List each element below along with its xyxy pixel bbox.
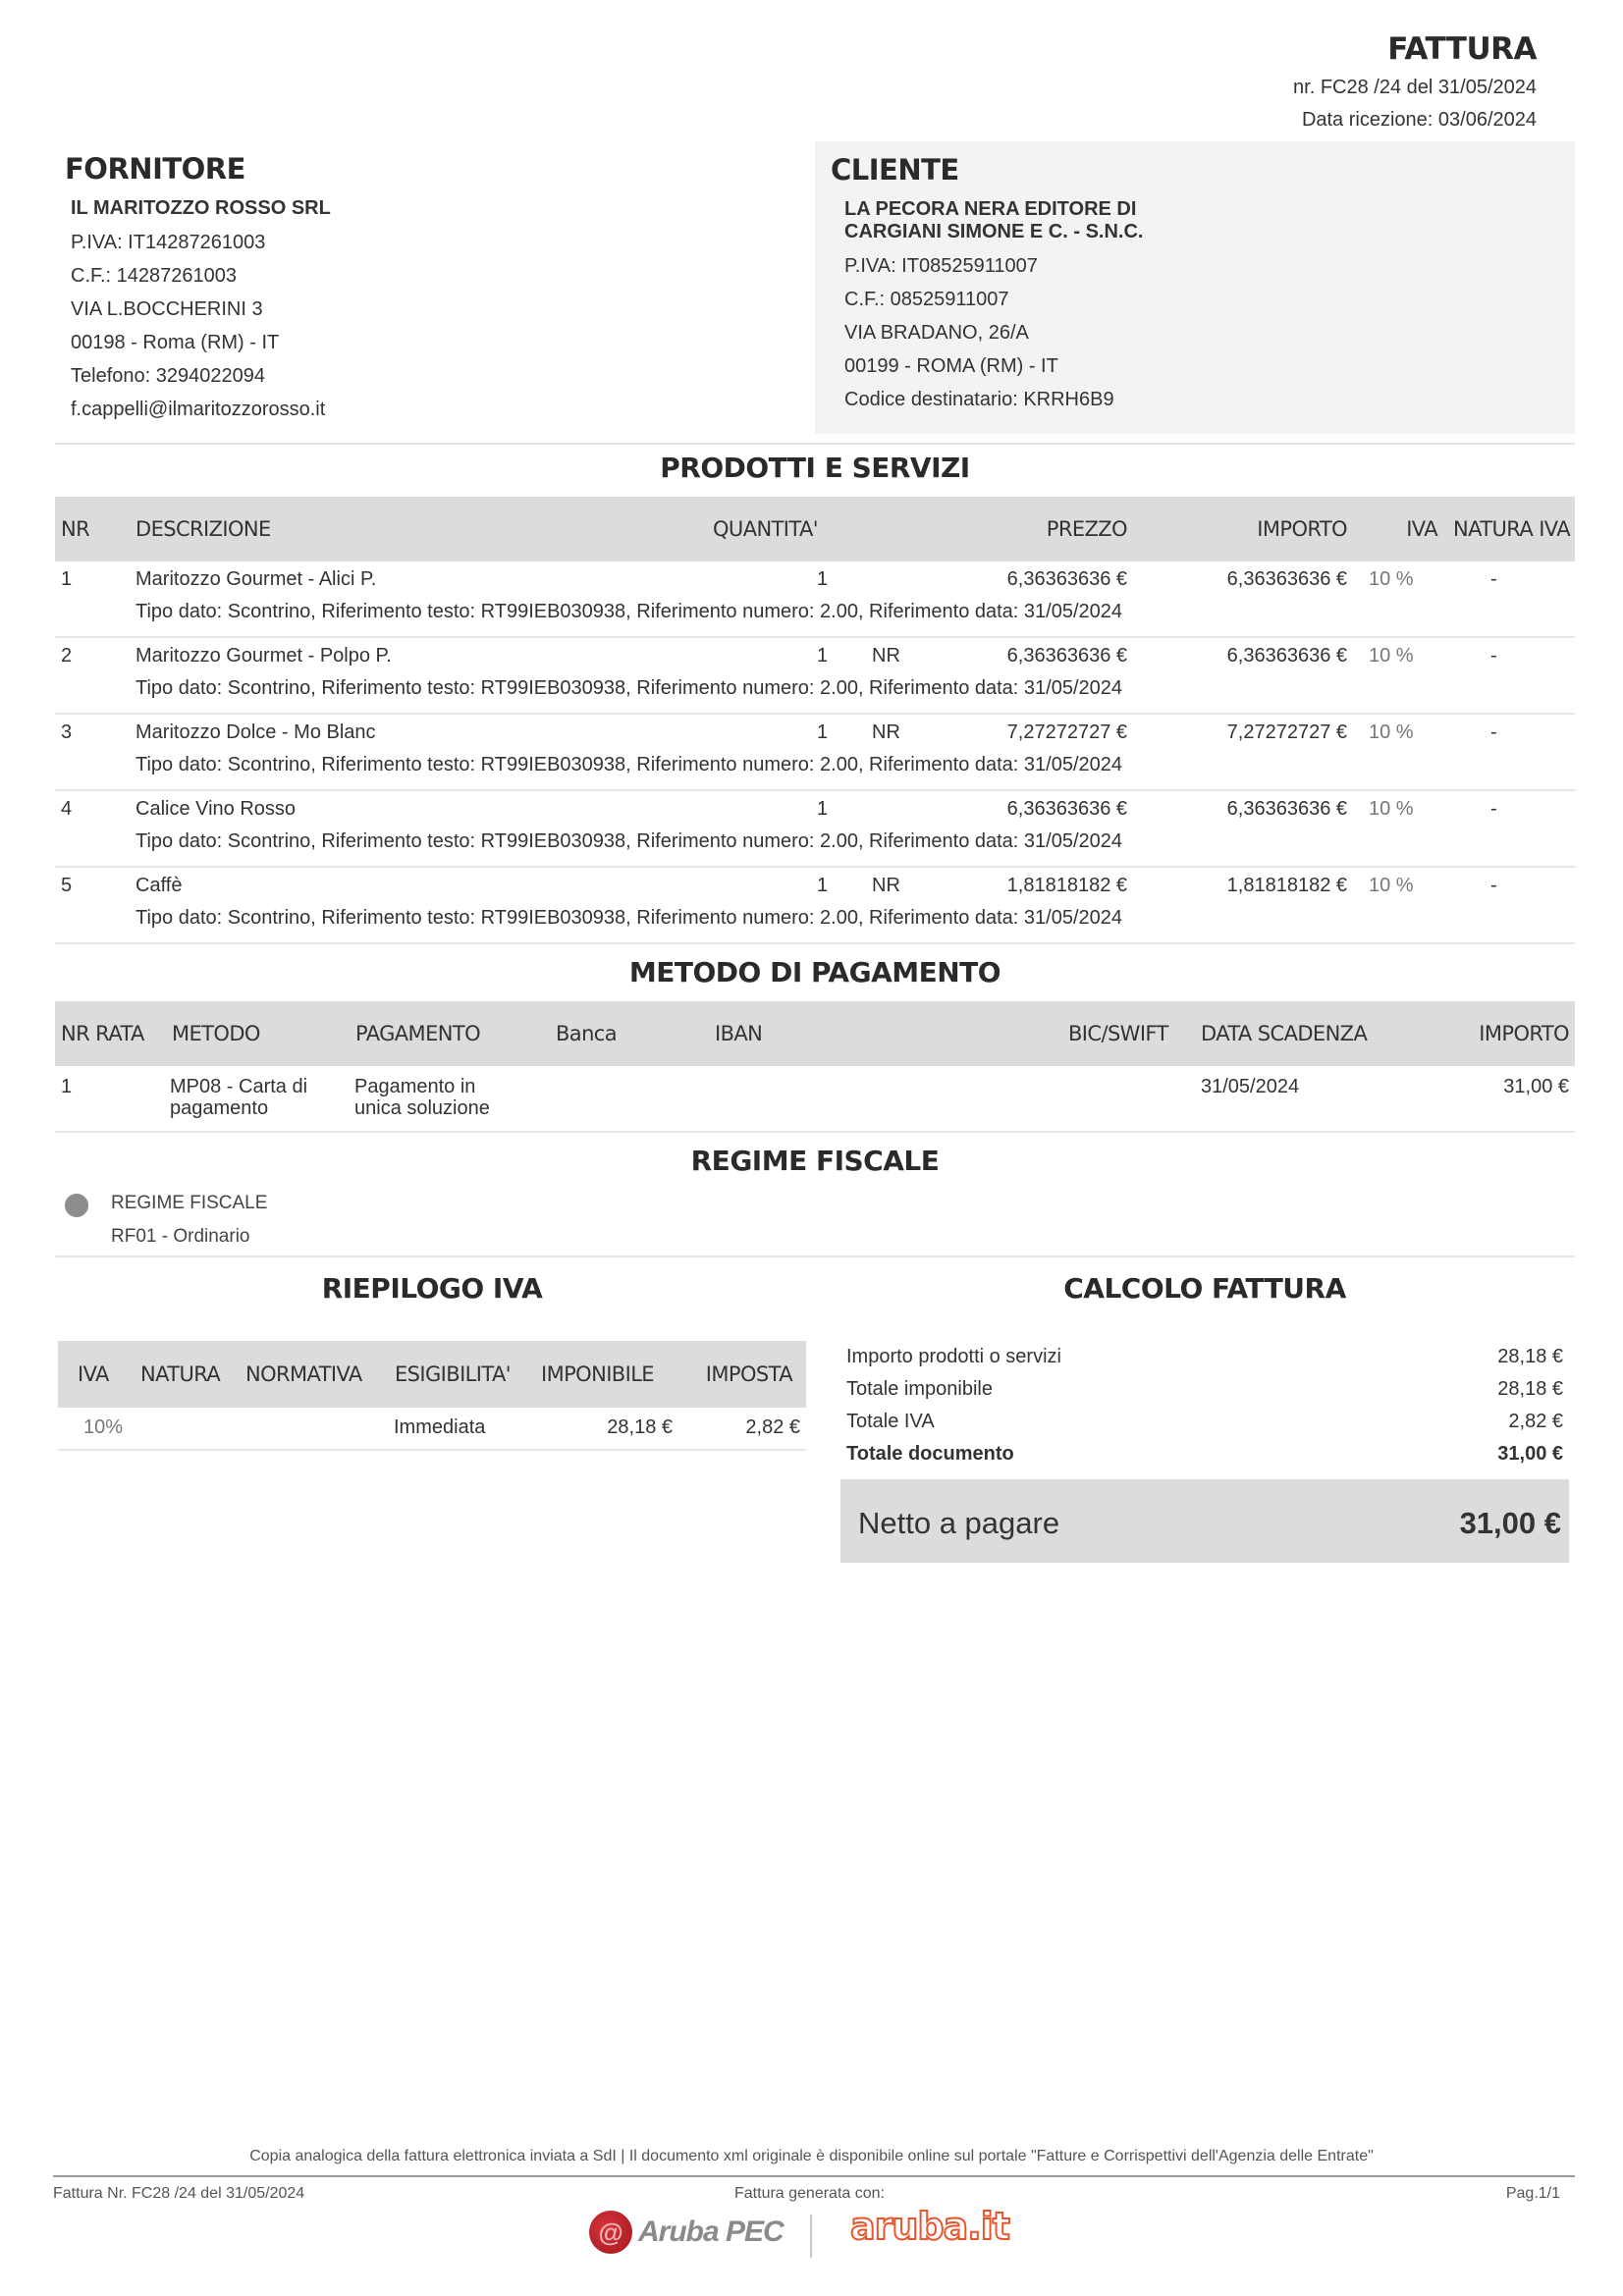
- product-vat: 10 %: [1369, 875, 1414, 896]
- col-bic: BIC/SWIFT: [1068, 1022, 1168, 1045]
- col-due-date: DATA SCADENZA: [1201, 1022, 1368, 1045]
- regime-value: RF01 - Ordinario: [111, 1226, 250, 1247]
- net-to-pay-box: [840, 1479, 1569, 1563]
- product-detail: Tipo dato: Scontrino, Riferimento testo: RT99IEB030938, Riferimento numero: 2.00, Riferimento data: 31/05/2024: [135, 830, 1123, 852]
- product-amount: 6,36363636 €: [1226, 798, 1347, 820]
- calc-label: Totale IVA: [846, 1411, 935, 1432]
- payment-table-header: [55, 1001, 1575, 1066]
- divider: [55, 443, 1575, 445]
- product-vat: 10 %: [1369, 568, 1414, 590]
- product-vat-nature: -: [1490, 721, 1497, 743]
- product-description: Caffè: [135, 875, 183, 896]
- col-esigibilita: ESIGIBILITA': [395, 1362, 511, 1386]
- client-block: [815, 141, 1575, 434]
- logo-separator: [810, 2215, 812, 2258]
- col-normativa: NORMATIVA: [245, 1362, 362, 1386]
- product-unit: NR: [872, 645, 900, 667]
- client-vat: P.IVA: IT08525911007: [844, 255, 1038, 277]
- calc-line-taxable: [846, 1378, 1563, 1412]
- aruba-it-logo: aruba.it: [850, 2205, 1009, 2248]
- supplier-tax-code: C.F.: 14287261003: [71, 265, 238, 287]
- product-vat: 10 %: [1369, 721, 1414, 743]
- calc-line-vat: [846, 1411, 1563, 1444]
- calc-value: 28,18 €: [1497, 1378, 1563, 1400]
- product-vat-nature: -: [1490, 875, 1497, 896]
- product-detail: Tipo dato: Scontrino, Riferimento testo: RT99IEB030938, Riferimento numero: 2.00, Riferimento data: 31/05/2024: [135, 601, 1123, 622]
- product-nr: 2: [61, 645, 73, 667]
- col-iban: IBAN: [715, 1022, 763, 1045]
- bullet-icon: [65, 1194, 88, 1217]
- payment-terms: [354, 1076, 490, 1119]
- product-row: [55, 791, 1575, 868]
- client-address: VIA BRADANO, 26/A: [844, 322, 1029, 344]
- vat-imponibile: 28,18 €: [607, 1416, 673, 1438]
- client-title: CLIENTE: [831, 153, 959, 187]
- product-amount: 1,81818182 €: [1226, 875, 1347, 896]
- client-tax-code: C.F.: 08525911007: [844, 289, 1009, 310]
- invoice-number: nr. FC28 /24 del 31/05/2024: [1293, 77, 1537, 98]
- footer-generated-with: Fattura generata con:: [734, 2185, 885, 2202]
- col-payment-amount: IMPORTO: [1479, 1022, 1569, 1045]
- products-table-header: [55, 497, 1575, 561]
- payment-terms-line1: Pagamento in: [354, 1076, 476, 1097]
- divider: [55, 1255, 1575, 1257]
- product-description: Calice Vino Rosso: [135, 798, 297, 820]
- product-price: 6,36363636 €: [1006, 645, 1127, 667]
- product-unit: NR: [872, 875, 900, 896]
- payment-installment-nr: 1: [61, 1076, 73, 1097]
- regime-section-title: REGIME FISCALE: [690, 1145, 940, 1177]
- client-city: 00199 - ROMA (RM) - IT: [844, 355, 1058, 377]
- vat-imposta: 2,82 €: [745, 1416, 800, 1438]
- vat-summary-row: [58, 1408, 806, 1451]
- payment-terms-line2: unica soluzione: [354, 1097, 490, 1119]
- payment-section-title: METODO DI PAGAMENTO: [628, 956, 1001, 988]
- col-quantity: QUANTITA': [713, 517, 818, 541]
- product-amount: 6,36363636 €: [1226, 568, 1347, 590]
- product-vat-nature: -: [1490, 645, 1497, 667]
- vat-rate: 10%: [83, 1416, 124, 1438]
- supplier-phone: Telefono: 3294022094: [71, 365, 265, 387]
- product-vat: 10 %: [1369, 645, 1414, 667]
- footer-invoice-ref: Fattura Nr. FC28 /24 del 31/05/2024: [53, 2185, 305, 2202]
- calc-value: 31,00 €: [1497, 1443, 1563, 1465]
- product-row: [55, 561, 1575, 638]
- supplier-address: VIA L.BOCCHERINI 3: [71, 298, 263, 320]
- product-row: [55, 715, 1575, 791]
- product-vat-nature: -: [1490, 798, 1497, 820]
- col-imposta: IMPOSTA: [705, 1362, 792, 1386]
- supplier-block: [65, 152, 791, 426]
- product-price: 6,36363636 €: [1006, 568, 1127, 590]
- supplier-title: FORNITORE: [65, 152, 245, 186]
- product-detail: Tipo dato: Scontrino, Riferimento testo: RT99IEB030938, Riferimento numero: 2.00, Riferimento data: 31/05/2024: [135, 677, 1123, 699]
- calc-value: 28,18 €: [1497, 1346, 1563, 1367]
- product-price: 6,36363636 €: [1006, 798, 1127, 820]
- col-nr: NR: [61, 517, 90, 541]
- calculation-title: CALCOLO FATTURA: [1063, 1272, 1346, 1305]
- product-row: [55, 868, 1575, 944]
- products-section-title: PRODOTTI E SERVIZI: [660, 452, 970, 484]
- col-description: DESCRIZIONE: [135, 517, 271, 541]
- client-recipient-code: Codice destinatario: KRRH6B9: [844, 389, 1114, 410]
- col-vat: IVA: [1406, 517, 1437, 541]
- regime-label: REGIME FISCALE: [111, 1193, 268, 1213]
- calc-line-total: [846, 1443, 1563, 1476]
- payment-row: [55, 1066, 1575, 1133]
- product-quantity: 1: [817, 721, 829, 743]
- product-quantity: 1: [817, 798, 829, 820]
- product-quantity: 1: [817, 645, 829, 667]
- footer-note: Copia analogica della fattura elettronica inviata a SdI | Il documento xml originale è disponibile online sul portale "Fatture e Corrispettivi dell'Agenzia delle Entrate": [249, 2148, 1374, 2164]
- col-vat-rate: IVA: [78, 1362, 109, 1386]
- vat-summary-header: [58, 1341, 806, 1408]
- supplier-name: IL MARITOZZO ROSSO SRL: [71, 197, 331, 219]
- page-number: Pag.1/1: [1505, 2185, 1560, 2202]
- payment-method-line1: MP08 - Carta di: [170, 1076, 308, 1097]
- calc-value: 2,82 €: [1508, 1411, 1563, 1432]
- calc-line-products: [846, 1346, 1563, 1379]
- footer-divider: [53, 2175, 1575, 2177]
- product-unit: NR: [872, 721, 900, 743]
- payment-method: [170, 1076, 307, 1119]
- payment-due-date: 31/05/2024: [1201, 1076, 1300, 1097]
- product-amount: 7,27272727 €: [1226, 721, 1347, 743]
- supplier-email: f.cappelli@ilmaritozzorosso.it: [71, 399, 326, 420]
- product-quantity: 1: [817, 568, 829, 590]
- vat-esigibilita: Immediata: [394, 1416, 486, 1438]
- product-nr: 4: [61, 798, 73, 820]
- client-name-line2: CARGIANI SIMONE E C. - S.N.C.: [844, 221, 1144, 242]
- product-row: [55, 638, 1575, 715]
- net-to-pay-label: Netto a pagare: [858, 1506, 1060, 1540]
- col-bank: Banca: [556, 1022, 617, 1045]
- calc-label: Totale imponibile: [846, 1378, 993, 1400]
- product-vat: 10 %: [1369, 798, 1414, 820]
- product-price: 7,27272727 €: [1006, 721, 1127, 743]
- received-date: Data ricezione: 03/06/2024: [1301, 109, 1537, 131]
- supplier-city: 00198 - Roma (RM) - IT: [71, 332, 280, 353]
- document-type-title: FATTURA: [1387, 31, 1537, 67]
- col-method: METODO: [172, 1022, 260, 1045]
- payment-method-line2: pagamento: [170, 1097, 269, 1119]
- aruba-pec-logo-text: Aruba PEC: [638, 2216, 784, 2248]
- vat-summary-title: RIEPILOGO IVA: [321, 1272, 543, 1305]
- product-description: Maritozzo Dolce - Mo Blanc: [135, 721, 376, 743]
- col-vat-nature: NATURA IVA: [1452, 517, 1570, 541]
- payment-amount: 31,00 €: [1503, 1076, 1569, 1097]
- pec-seal-icon: @: [589, 2211, 632, 2254]
- calc-label: Totale documento: [846, 1443, 1014, 1465]
- product-price: 1,81818182 €: [1006, 875, 1127, 896]
- product-vat-nature: -: [1490, 568, 1497, 590]
- product-amount: 6,36363636 €: [1226, 645, 1347, 667]
- product-nr: 3: [61, 721, 73, 743]
- net-to-pay-value: 31,00 €: [1459, 1506, 1561, 1540]
- product-detail: Tipo dato: Scontrino, Riferimento testo: RT99IEB030938, Riferimento numero: 2.00, Riferimento data: 31/05/2024: [135, 907, 1123, 929]
- aruba-pec-logo: [589, 2211, 784, 2254]
- col-imponibile: IMPONIBILE: [541, 1362, 654, 1386]
- product-nr: 1: [61, 568, 73, 590]
- product-quantity: 1: [817, 875, 829, 896]
- col-installment: NR RATA: [61, 1022, 144, 1045]
- calc-label: Importo prodotti o servizi: [846, 1346, 1061, 1367]
- supplier-vat: P.IVA: IT14287261003: [71, 232, 266, 253]
- col-price: PREZZO: [1046, 517, 1127, 541]
- product-nr: 5: [61, 875, 73, 896]
- product-description: Maritozzo Gourmet - Alici P.: [135, 568, 377, 590]
- col-nature: NATURA: [140, 1362, 221, 1386]
- product-detail: Tipo dato: Scontrino, Riferimento testo: RT99IEB030938, Riferimento numero: 2.00, Riferimento data: 31/05/2024: [135, 754, 1123, 775]
- product-description: Maritozzo Gourmet - Polpo P.: [135, 645, 392, 667]
- client-name-line1: LA PECORA NERA EDITORE DI: [844, 198, 1137, 220]
- col-payment: PAGAMENTO: [355, 1022, 481, 1045]
- col-amount: IMPORTO: [1257, 517, 1347, 541]
